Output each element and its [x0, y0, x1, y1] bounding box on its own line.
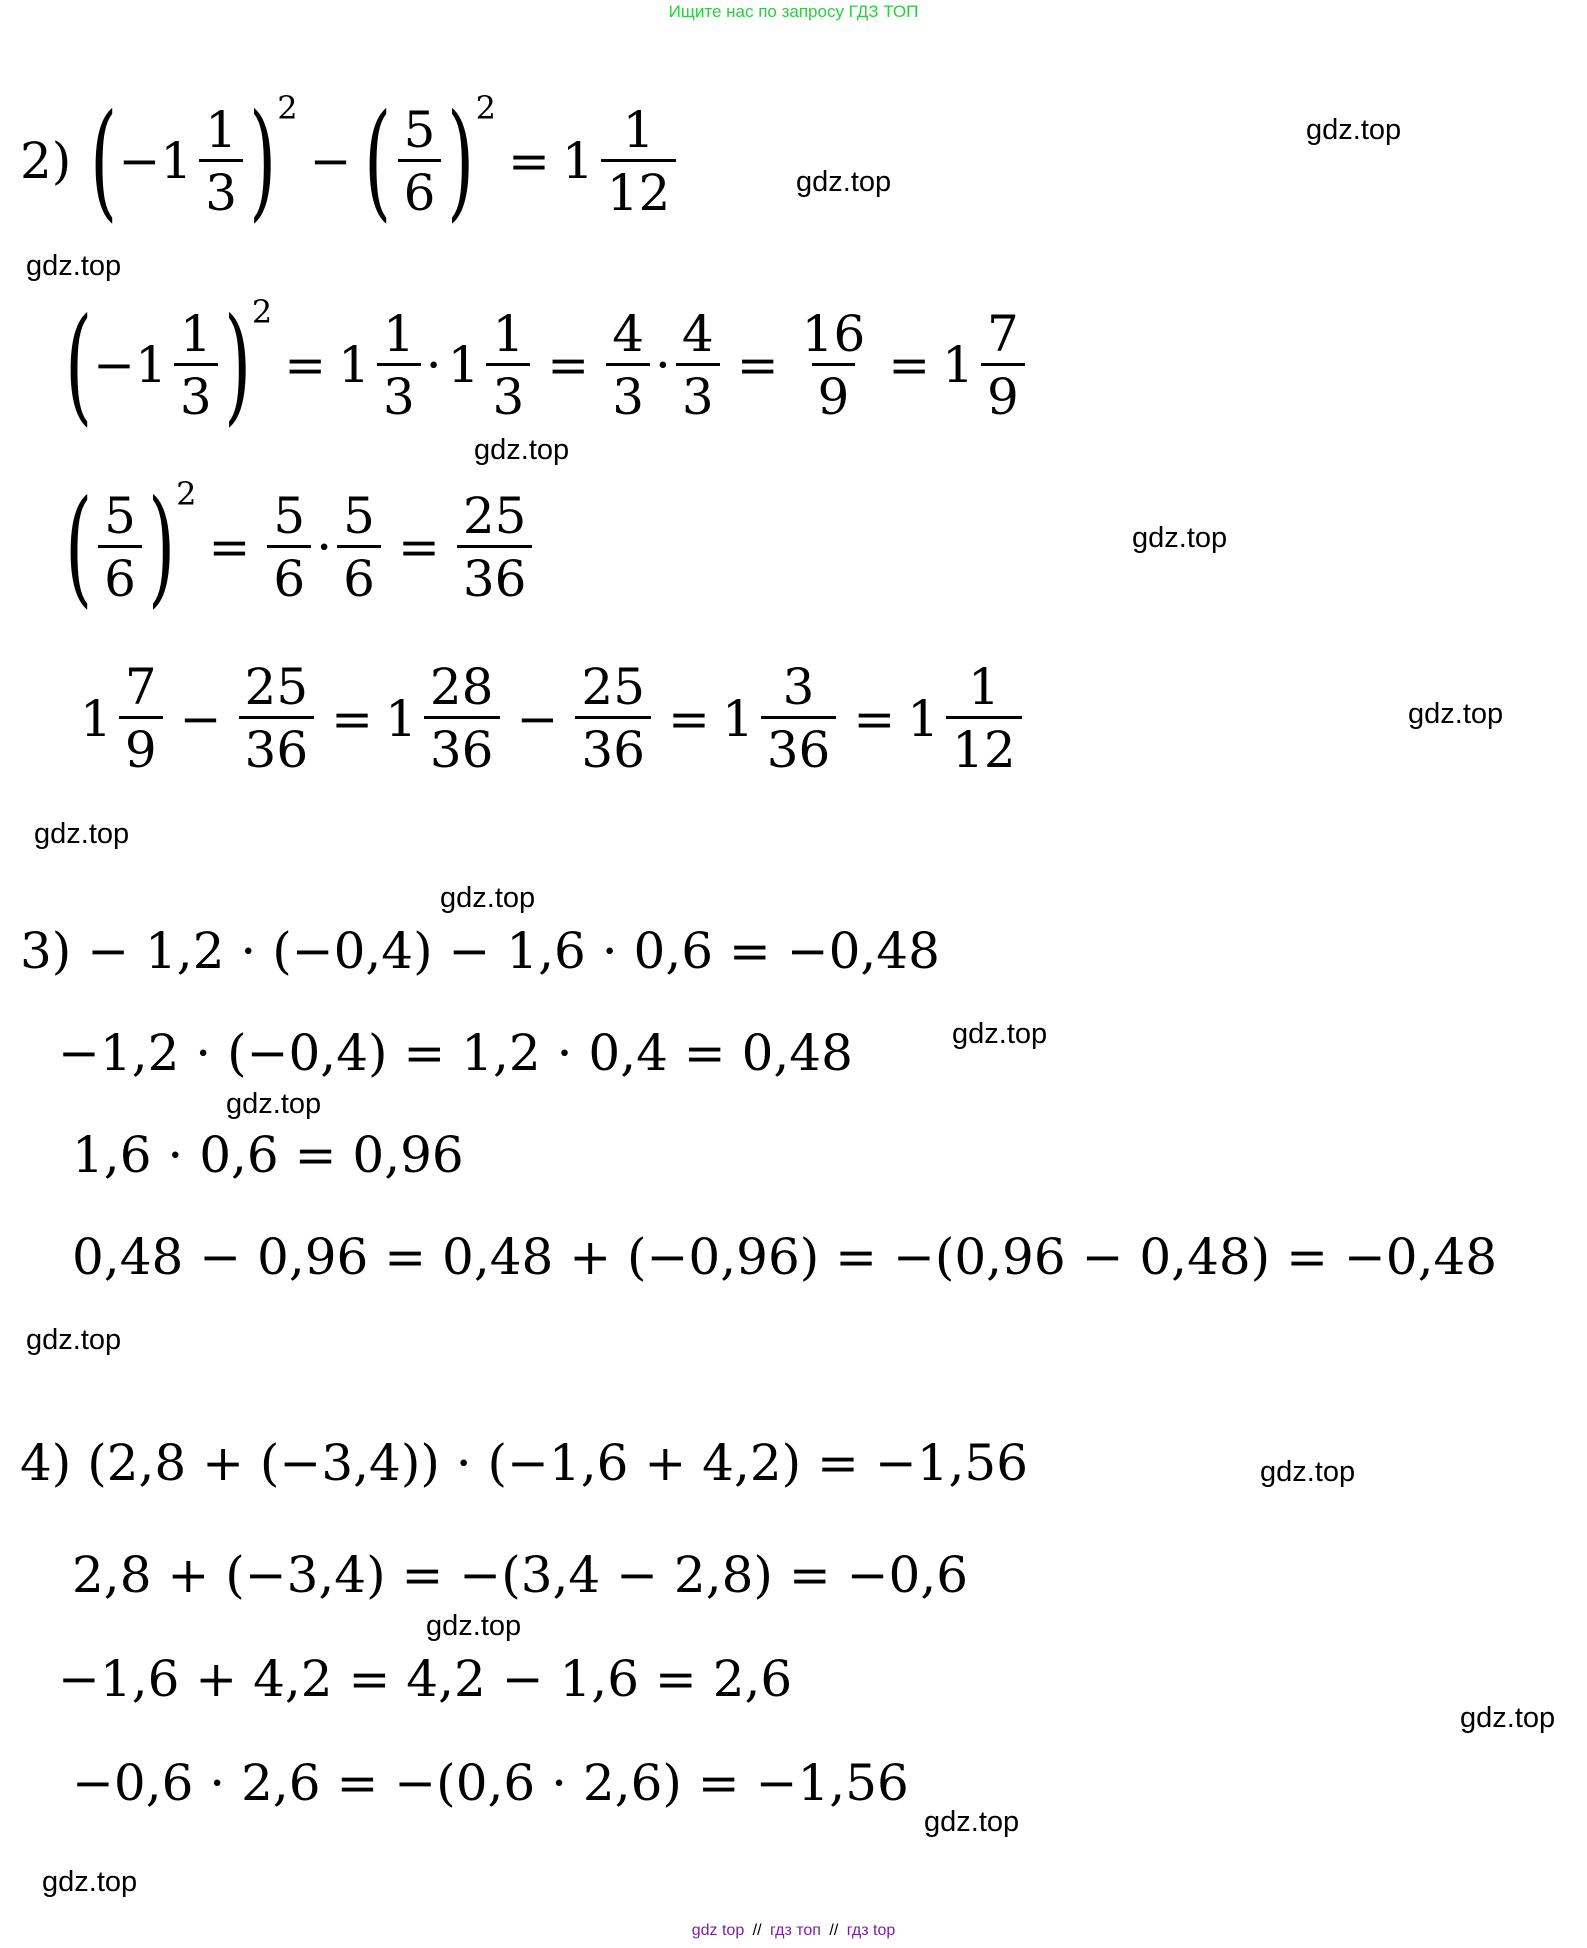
equals: =: [668, 689, 710, 748]
operator: −: [179, 689, 222, 748]
task2-label: 2): [20, 132, 72, 190]
fraction: $\frac{7}{9}$: [981, 309, 1025, 422]
minus-sign: −: [118, 132, 161, 190]
task4-equation: 4) (2,8 + (−3,4)) · (−1,6 + 4,2) = −1,56: [20, 1434, 1029, 1492]
exponent: 2: [475, 89, 496, 127]
fraction: $\frac{25}{36}$: [457, 491, 533, 604]
fraction: $\frac{5}{6}$: [267, 491, 311, 604]
task2-step3: 1 $\frac{7}{9}$ − $\frac{25}{36}$ = 1 $\frac{28}{36}$ − $\frac{25}{36}$ = 1 $\frac{3}{36}$ = 1 $\frac{1}{12}$: [80, 662, 1027, 775]
equals: =: [284, 336, 327, 394]
footer-separator: //: [829, 1922, 839, 1939]
fraction: $\frac{16}{9}$: [801, 304, 866, 426]
footer-link-middle[interactable]: гдз топ: [770, 1922, 821, 1939]
watermark: gdz.top: [34, 818, 130, 850]
minus-sign: −: [93, 336, 136, 394]
watermark: gdz.top: [1132, 522, 1228, 554]
watermark: gdz.top: [796, 166, 892, 198]
fraction: $\frac{1}{3}$: [199, 105, 243, 218]
equals: =: [208, 518, 251, 576]
footer-link-right[interactable]: гдз top: [846, 1922, 896, 1939]
watermark: gdz.top: [26, 250, 122, 282]
watermark: gdz.top: [1306, 114, 1402, 146]
dot-operator: ·: [655, 336, 671, 394]
equals: =: [547, 336, 590, 394]
paren-open: (: [65, 473, 93, 620]
task4-step1: 2,8 + (−3,4) = −(3,4 − 2,8) = −0,6: [72, 1546, 969, 1604]
paren-open: (: [90, 87, 118, 234]
operator: −: [309, 132, 352, 190]
fraction: $\frac{1}{3}$: [486, 309, 530, 422]
fraction: $\frac{7}{9}$: [119, 662, 163, 775]
fraction: $\frac{25}{36}$: [239, 662, 315, 775]
task2-step1: ( − 1 $\frac{1}{3}$ ) 2 = 1 $\frac{1}{3}$ · 1 $\frac{1}{3}$ = $\frac{4}{3}$ · $\frac{4}{3}$ = $\frac{16}{9}$ = 1 $\frac{7}{9}$: [64, 302, 1030, 428]
footer-separator: //: [752, 1922, 762, 1939]
task3-step1: −1,2 · (−0,4) = 1,2 · 0,4 = 0,48: [58, 1024, 853, 1082]
watermark: gdz.top: [924, 1806, 1020, 1838]
task4-step3: −0,6 · 2,6 = −(0,6 · 2,6) = −1,56: [72, 1754, 909, 1812]
equals: =: [507, 132, 550, 190]
header-note-text: Ищите нас по запросу ГДЗ ТОП: [668, 2, 919, 21]
fraction: $\frac{5}{6}$: [337, 491, 381, 604]
watermark: gdz.top: [952, 1018, 1048, 1050]
watermark: gdz.top: [474, 434, 570, 466]
integer-part: 1: [160, 132, 193, 190]
fraction: $\frac{5}{6}$: [398, 105, 442, 218]
watermark: gdz.top: [1260, 1456, 1356, 1488]
task4-step2: −1,6 + 4,2 = 4,2 − 1,6 = 2,6: [58, 1650, 793, 1708]
task3-step3: 0,48 − 0,96 = 0,48 + (−0,96) = −(0,96 − 0,48) = −0,48: [72, 1228, 1498, 1286]
fraction: $\frac{1}{12}$: [946, 662, 1022, 775]
dot-operator: ·: [425, 336, 442, 394]
paren-close: ): [249, 87, 277, 234]
task2-step2: [64, 473, 537, 620]
task2-equation: [20, 87, 681, 234]
fraction: $\frac{3}{36}$: [761, 662, 837, 775]
paren-close: ): [223, 291, 251, 438]
watermark: gdz.top: [1460, 1702, 1556, 1734]
dot-operator: ·: [316, 518, 333, 576]
paren-close: ): [447, 87, 475, 234]
fraction: $\frac{1}{12}$: [601, 105, 677, 218]
integer-part: 1: [135, 336, 167, 394]
fraction: $\frac{4}{3}$: [676, 309, 720, 422]
fraction: $\frac{28}{36}$: [424, 662, 500, 775]
watermark: gdz.top: [1408, 698, 1504, 730]
fraction: $\frac{1}{3}$: [174, 309, 218, 422]
task3-equation: 3) − 1,2 · (−0,4) − 1,6 · 0,6 = −0,48: [20, 922, 940, 980]
fraction: $\frac{1}{3}$: [377, 309, 421, 422]
paren-close: ): [148, 473, 176, 620]
exponent: 2: [176, 475, 197, 513]
header-note: [0, 2, 1587, 22]
watermark: gdz.top: [426, 1610, 522, 1642]
equals: =: [888, 336, 931, 394]
watermark: gdz.top: [226, 1088, 322, 1120]
exponent: 2: [277, 89, 298, 127]
footer-link-left[interactable]: gdz top: [691, 1922, 745, 1939]
paren-open: (: [65, 291, 93, 438]
integer-part: 1: [561, 132, 594, 190]
task3-step2: 1,6 · 0,6 = 0,96: [72, 1126, 464, 1184]
equals: =: [853, 689, 896, 748]
fraction: $\frac{25}{36}$: [575, 662, 651, 775]
equals: =: [736, 336, 779, 394]
fraction: $\frac{5}{6}$: [98, 491, 142, 604]
operator: −: [516, 689, 559, 748]
footer: [0, 1922, 1587, 1940]
exponent: 2: [251, 293, 273, 331]
paren-open: (: [364, 87, 392, 234]
fraction: $\frac{4}{3}$: [606, 309, 650, 422]
equals: =: [331, 689, 374, 748]
watermark: gdz.top: [440, 882, 536, 914]
watermark: gdz.top: [42, 1866, 138, 1898]
watermark: gdz.top: [26, 1324, 122, 1356]
equals: =: [397, 518, 440, 576]
